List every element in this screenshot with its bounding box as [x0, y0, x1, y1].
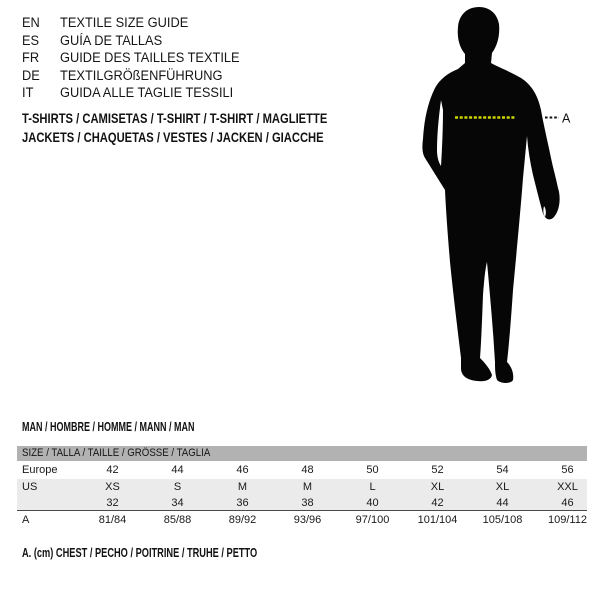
language-code: IT — [22, 85, 34, 100]
size-cell: 46 — [561, 496, 574, 509]
language-text: TEXTILE SIZE GUIDE — [60, 15, 189, 30]
size-table-header-text: SIZE / TALLA / TAILLE / GRÖSSE / TAGLIA — [22, 447, 211, 459]
language-text: GUIDE DES TAILLES TEXTILE — [60, 50, 240, 65]
size-cell: 89/92 — [228, 513, 257, 526]
measurement-a-label: A — [562, 111, 571, 126]
size-cell: L — [369, 480, 376, 493]
size-cell: 40 — [366, 496, 379, 509]
language-list — [0, 14, 400, 102]
row-label: A — [22, 513, 30, 526]
size-cell: 42 — [106, 464, 119, 476]
man-silhouette — [395, 0, 600, 400]
language-text: GUÍA DE TALLAS — [60, 32, 163, 48]
size-cell: XS — [105, 480, 120, 493]
measurement-footnote-text: A. (cm) CHEST / PECHO / POITRINE / TRUHE / PETTO — [22, 546, 258, 560]
size-cell: 52 — [431, 464, 444, 476]
section-title-text: MAN / HOMBRE / HOMME / MANN / MAN — [22, 420, 195, 434]
size-cell: 105/108 — [482, 513, 523, 526]
size-cell: 42 — [431, 496, 444, 509]
table-row-europe — [0, 462, 600, 478]
size-cell: 48 — [301, 464, 314, 476]
language-text: TEXTILGRÖßENFÜHRUNG — [60, 67, 223, 83]
size-cell: 81/84 — [98, 513, 127, 526]
size-cell: 109/112 — [548, 513, 587, 526]
size-cell: 93/96 — [293, 513, 322, 526]
size-cell: 50 — [366, 464, 379, 476]
size-cell: S — [173, 480, 182, 493]
garment-types-heading — [22, 109, 404, 146]
table-row-chest-cm — [0, 512, 600, 529]
table-row-us — [0, 479, 600, 495]
size-cell: M — [302, 480, 313, 493]
row-label: US — [22, 480, 38, 493]
section-title — [22, 420, 262, 435]
table-row-us-numeric — [0, 495, 600, 511]
language-text: GUIDA ALLE TAGLIE TESSILI — [60, 85, 234, 100]
row-label: Europe — [22, 464, 58, 476]
size-cell: XXL — [557, 480, 578, 493]
size-cell: 97/100 — [355, 513, 390, 526]
size-cell: XL — [495, 480, 510, 493]
garment-line-jackets: JACKETS / CHAQUETAS / VESTES / JACKEN / GIACCHE — [22, 128, 324, 145]
language-code: DE — [22, 67, 40, 83]
language-row — [0, 32, 400, 50]
size-table-header — [17, 446, 587, 461]
language-code: FR — [22, 50, 40, 65]
size-cell: M — [237, 480, 248, 493]
language-row — [0, 67, 400, 85]
size-cell: 101/104 — [417, 513, 458, 526]
language-row — [0, 14, 400, 32]
size-cell: 36 — [236, 496, 249, 509]
size-cell: 85/88 — [163, 513, 192, 526]
size-cell: XL — [430, 480, 445, 493]
size-cell: 56 — [561, 464, 574, 476]
language-code: EN — [22, 15, 40, 30]
measurement-footnote — [22, 546, 340, 561]
size-cell: 44 — [496, 496, 509, 509]
language-row — [0, 49, 400, 67]
size-cell: 32 — [106, 496, 119, 509]
language-row — [0, 84, 400, 102]
size-cell: 54 — [496, 464, 509, 476]
size-cell: 46 — [236, 464, 249, 476]
man-silhouette-body — [422, 7, 559, 383]
garment-line-tshirts: T-SHIRTS / CAMISETAS / T-SHIRT / T-SHIRT / MAGLIETTE — [22, 110, 328, 126]
size-cell: 44 — [171, 464, 184, 476]
language-code: ES — [22, 32, 40, 48]
size-cell: 34 — [171, 496, 184, 509]
size-cell: 38 — [301, 496, 314, 509]
